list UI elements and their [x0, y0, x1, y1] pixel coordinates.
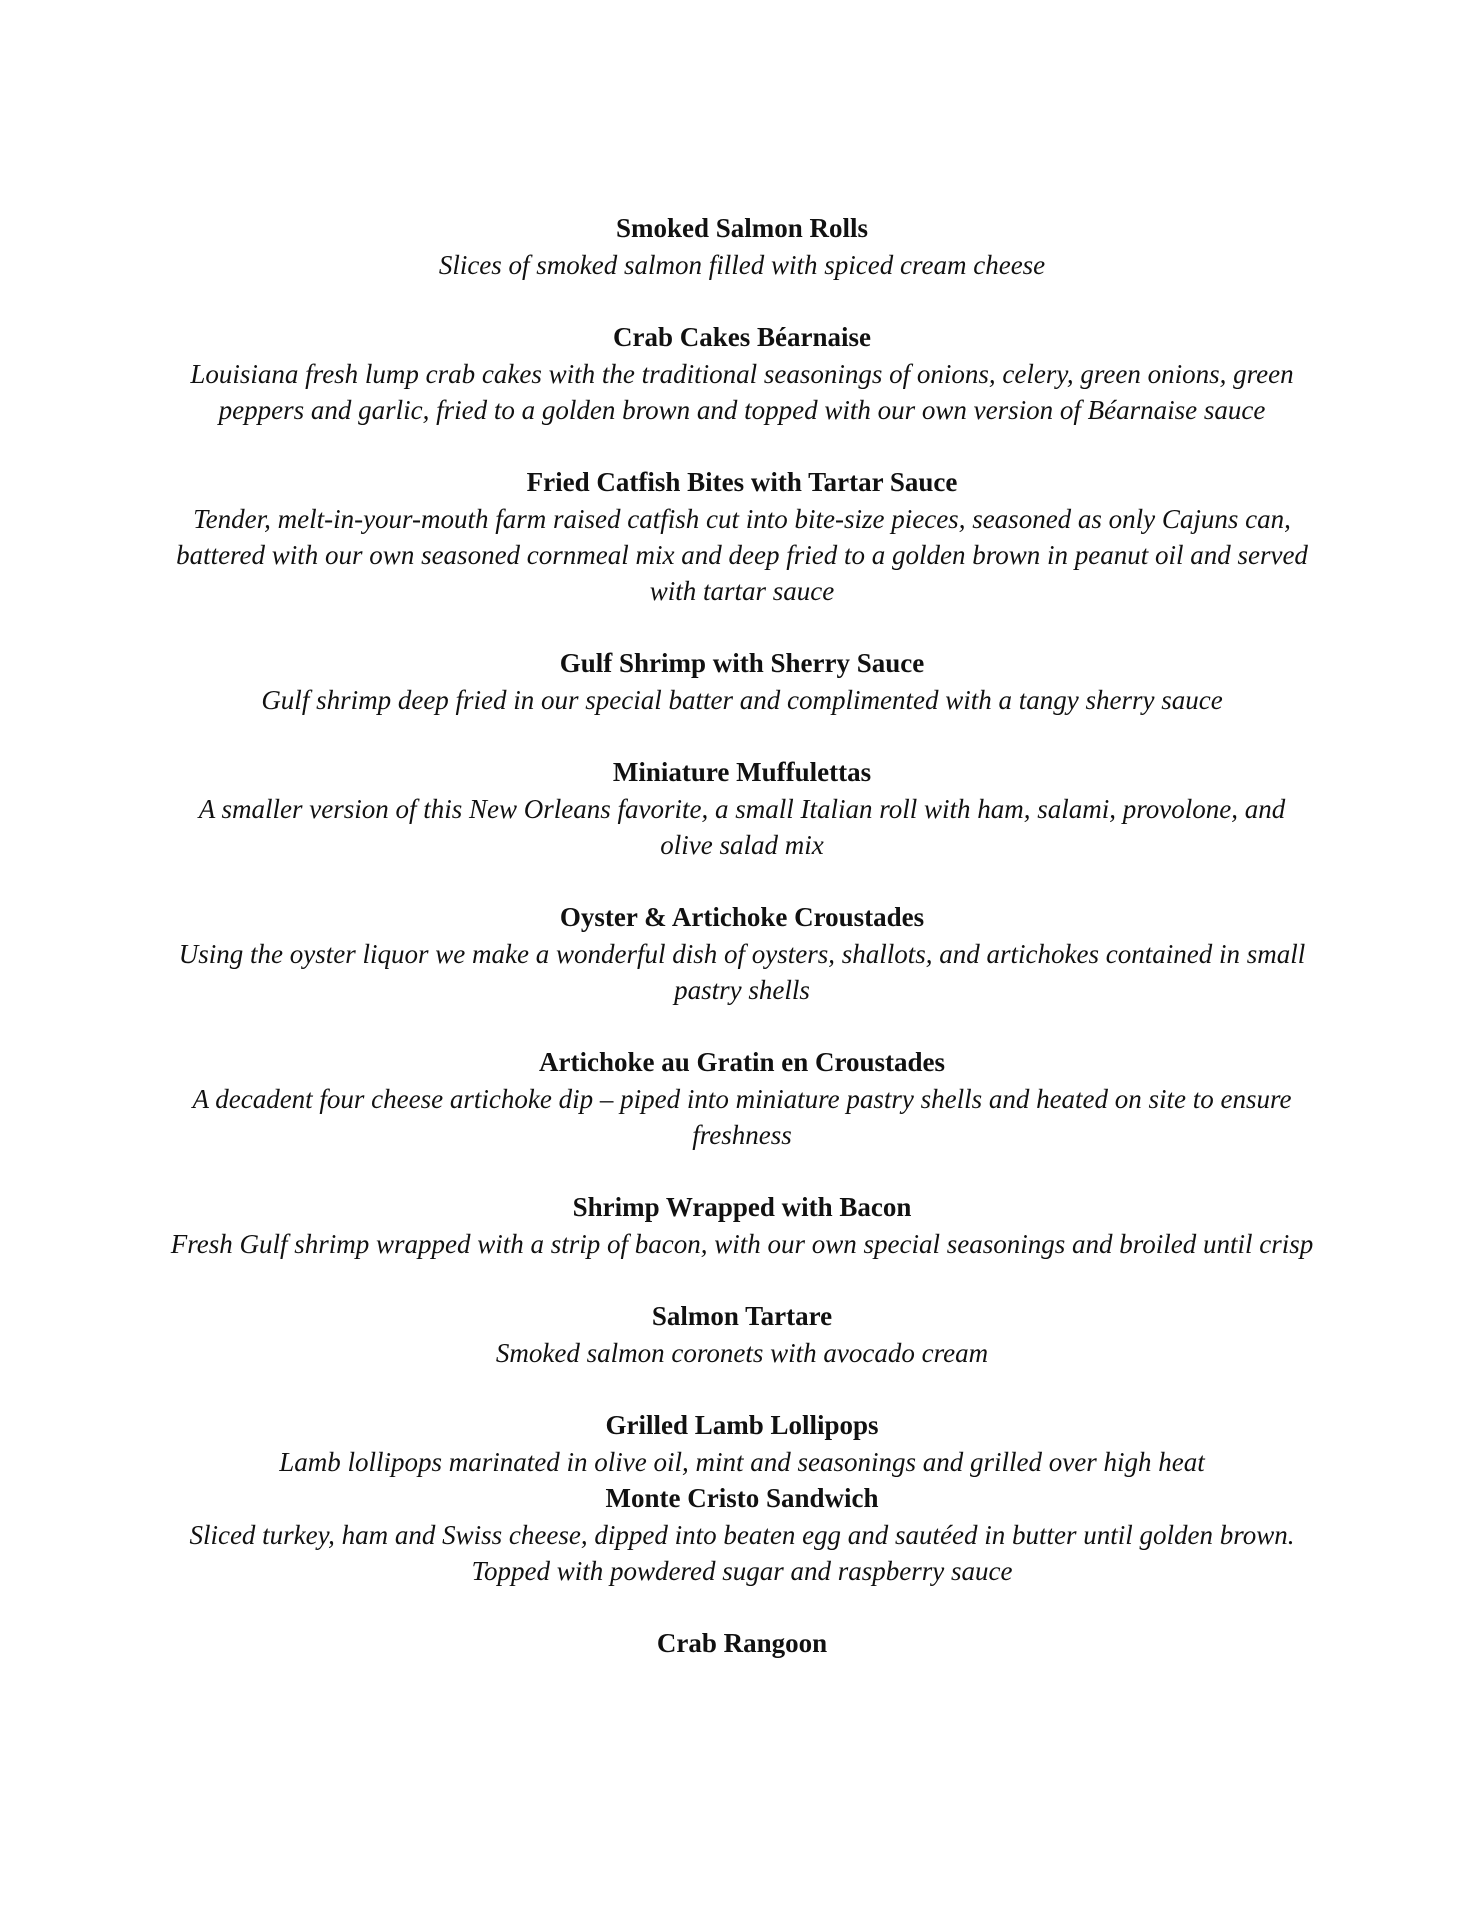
menu-item-crab-rangoon	[170, 1625, 1314, 1662]
menu-item-artichoke-au-gratin	[170, 1044, 1314, 1153]
menu-item-salmon-tartare	[170, 1298, 1314, 1371]
menu-item-name: Shrimp Wrapped with Bacon	[572, 1192, 912, 1222]
menu-item-description: Gulf shrimp deep fried in our special batter and complimented with a tangy sherry sauce	[261, 685, 1223, 715]
menu-item-name: Fried Catfish Bites with Tartar Sauce	[526, 467, 958, 497]
menu-item-name: Gulf Shrimp with Sherry Sauce	[559, 648, 925, 678]
menu-item-name: Crab Cakes Béarnaise	[613, 322, 871, 352]
menu-item-description: Lamb lollipops marinated in olive oil, mint and seasonings and grilled over high heat	[279, 1447, 1205, 1477]
menu-item-oyster-artichoke-croustades	[170, 899, 1314, 1008]
menu-item-description: A decadent four cheese artichoke dip – piped into miniature pastry shells and heated on site to ensure freshness	[192, 1084, 1292, 1150]
menu-item-name: Miniature Muffulettas	[612, 757, 872, 787]
menu-item-name: Crab Rangoon	[656, 1628, 828, 1658]
menu-item-description: Fresh Gulf shrimp wrapped with a strip of bacon, with our own special seasonings and broiled until crisp	[170, 1229, 1314, 1259]
menu-item-gulf-shrimp-sherry	[170, 645, 1314, 718]
menu-item-description: Louisiana fresh lump crab cakes with the traditional seasonings of onions, celery, green onions, green peppers and garlic, fried to a golden brown and topped with our own version of Béarnaise sauce	[190, 359, 1294, 425]
menu-item-description: Tender, melt-in-your-mouth farm raised catfish cut into bite-size pieces, seasoned as only Cajuns can, battered with our own seasoned cornmeal mix and deep fried to a golden brown in peanut oil and served with tartar sauce	[176, 504, 1308, 606]
menu-item-smoked-salmon-rolls	[170, 210, 1314, 283]
menu-item-name: Grilled Lamb Lollipops	[605, 1410, 879, 1440]
menu-item-name: Smoked Salmon Rolls	[615, 213, 869, 243]
menu-item-description: Slices of smoked salmon filled with spiced cream cheese	[438, 250, 1046, 280]
menu-item-description: A smaller version of this New Orleans favorite, a small Italian roll with ham, salami, provolone, and olive salad mix	[198, 794, 1286, 860]
menu-item-name: Artichoke au Gratin en Croustades	[538, 1047, 945, 1077]
appetizer-menu	[170, 210, 1314, 1698]
menu-item-miniature-muffulettas	[170, 754, 1314, 863]
menu-item-name: Monte Cristo Sandwich	[605, 1483, 879, 1513]
menu-item-description: Using the oyster liquor we make a wonderful dish of oysters, shallots, and artichokes contained in small pastry shells	[178, 939, 1306, 1005]
menu-item-name: Salmon Tartare	[651, 1301, 833, 1331]
menu-item-description: Smoked salmon coronets with avocado cream	[495, 1338, 989, 1368]
menu-item-grilled-lamb-lollipops	[170, 1407, 1314, 1480]
menu-item-description: Sliced turkey, ham and Swiss cheese, dipped into beaten egg and sautéed in butter until golden brown. Topped with powdered sugar and raspberry sauce	[189, 1520, 1295, 1586]
menu-item-monte-cristo-sandwich	[170, 1480, 1314, 1589]
menu-item-crab-cakes-bearnaise	[170, 319, 1314, 428]
menu-item-name: Oyster & Artichoke Croustades	[559, 902, 925, 932]
menu-item-fried-catfish-bites	[170, 464, 1314, 609]
menu-item-shrimp-wrapped-bacon	[170, 1189, 1314, 1262]
